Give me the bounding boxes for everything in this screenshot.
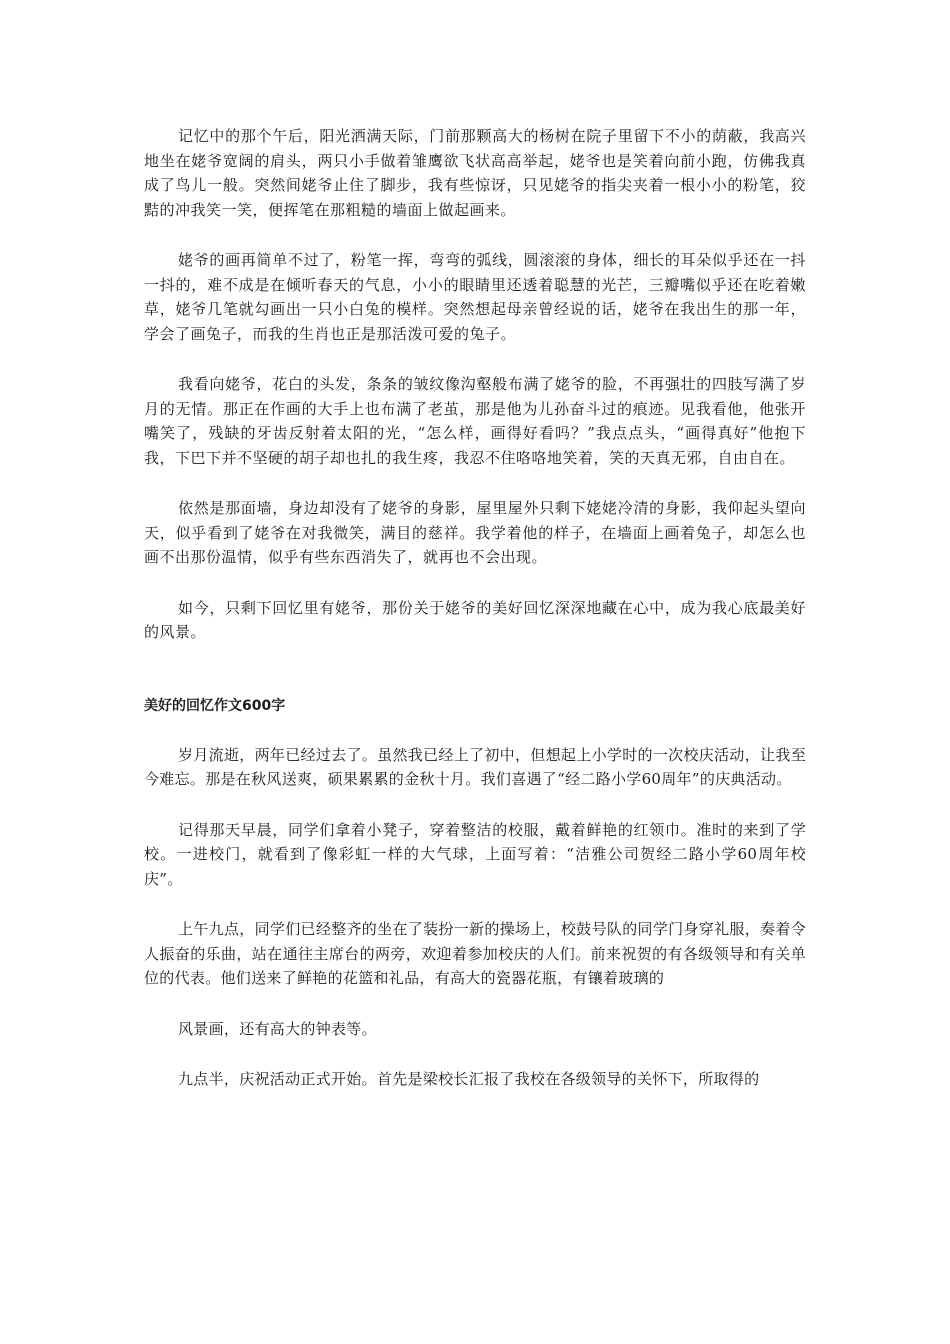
paragraph-nine-thirty: 九点半，庆祝活动正式开始。首先是梁校长汇报了我校在各级领导的关怀下，所取得的 — [178, 1070, 760, 1088]
paragraph-conclusion: 如今，只剩下回忆里有姥爷，那份关于姥爷的美好回忆深深地藏在心中，成为我心底最美好的风景。 — [144, 598, 806, 641]
document-body — [144, 124, 806, 1092]
paragraph-rabbit-drawing: 姥爷的画再简单不过了，粉笔一挥，弯弯的弧线，圆滚滚的身体，细长的耳朵似乎还在一抖一抖的，难不成是在倾听春天的气息，小小的眼睛里还透着聪慧的光芒，三瓣嘴似乎还在吃着嫩草，姥爷几笔就勾画出一只小白兔的模样。突然想起母亲曾经说的话，姥爷在我出生的那一年，学会了画兔子，而我的生肖也正是那活泼可爱的兔子。 — [144, 251, 806, 343]
paragraph-morning-arrival: 记得那天早晨，同学们拿着小凳子，穿着整洁的校服，戴着鲜艳的红领巾。准时的来到了学校。一进校门，就看到了像彩虹一样的大气球，上面写着：“洁雅公司贺经二路小学60周年校庆”。 — [144, 820, 806, 888]
paragraph-grandpa-description: 我看向姥爷，花白的头发，条条的皱纹像沟壑般布满了姥爷的脸，不再强壮的四肢写满了岁月的无情。那正在作画的大手上也布满了老茧，那是他为儿孙奋斗过的痕迹。见我看他，他张开嘴笑了，残缺的牙齿反射着太阳的光，“怎么样，画得好看吗？”我点点头，“画得真好”他抱下我，下巴下并不坚硬的胡子却也扎的我生疼，我忍不住咯咯地笑着，笑的天真无邪，自由自在。 — [144, 375, 806, 467]
paragraph-school-anniversary: 岁月流逝，两年已经过去了。虽然我已经上了初中，但想起上小学时的一次校庆活动，让我至今难忘。那是在秋风送爽，硕果累累的金秋十月。我们喜遇了“经二路小学60周年”的庆典活动。 — [144, 745, 806, 788]
essay-title: 美好的回忆作文600字 — [144, 697, 286, 714]
paragraph-nine-oclock: 上午九点，同学们已经整齐的坐在了装扮一新的操场上，校鼓号队的同学门身穿礼服，奏着令人振奋的乐曲，站在通往主席台的两旁，欢迎着参加校庆的人们。前来祝贺的有各级领导和有关单位的代表。他们送来了鲜艳的花篮和礼品，有高大的瓷器花瓶，有镶着玻璃的 — [144, 920, 806, 987]
paragraph-afternoon-memory: 记忆中的那个午后，阳光洒满天际，门前那颗高大的杨树在院子里留下不小的荫蔽，我高兴地坐在姥爷宽阔的肩头，两只小手做着雏鹰欲飞状高高举起，姥爷也是笑着向前小跑，仿佛我真成了鸟儿一般。突然间姥爷止住了脚步，我有些惊讶，只见姥爷的指尖夹着一根小小的粉笔，狡黠的冲我笑一笑，便挥笔在那粗糙的墙面上做起画来。 — [144, 127, 806, 219]
paragraph-landscape-painting: 风景画，还有高大的钟表等。 — [178, 1019, 377, 1038]
paragraph-same-wall: 依然是那面墙，身边却没有了姥爷的身影，屋里屋外只剩下姥姥冷清的身影，我仰起头望向天，似乎看到了姥爷在对我微笑，满目的慈祥。我学着他的样子，在墙面上画着兔子，却怎么也画不出那份温情，似乎有些东西消失了，就再也不会出现。 — [144, 499, 806, 566]
